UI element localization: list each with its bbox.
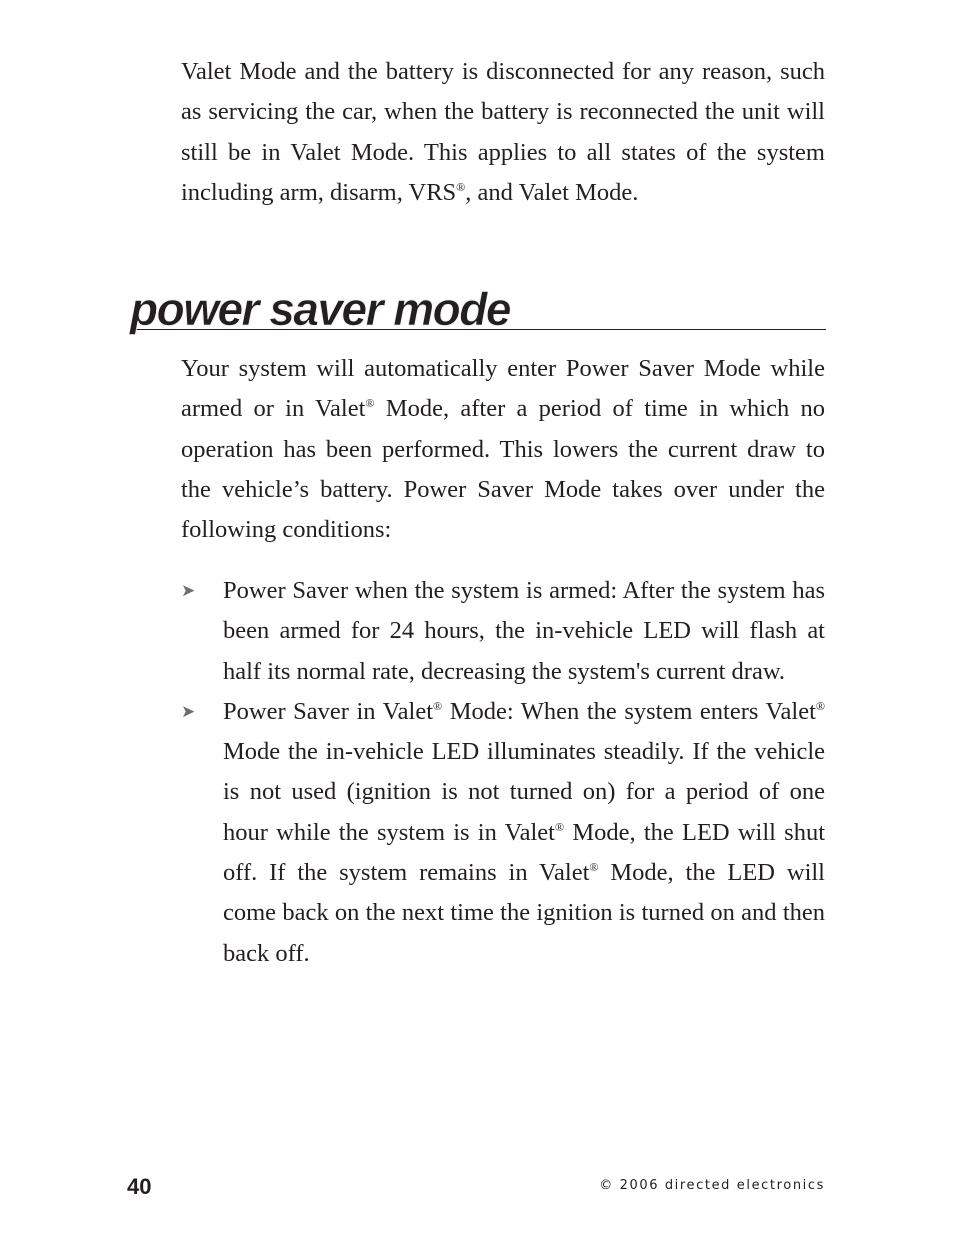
arrow-bullet-icon: ➤ <box>181 581 196 601</box>
list-item-valet <box>181 692 825 974</box>
list-item-text-2: Mode: When the system enters Valet <box>442 697 816 725</box>
section-heading: power saver mode <box>130 283 510 335</box>
copyright-notice: © 2006 directed electronics <box>599 1178 825 1193</box>
intro-paragraph <box>181 52 825 213</box>
registered-mark: ® <box>815 698 826 713</box>
intro-text-2: , and Valet Mode. <box>465 178 639 206</box>
list-item-armed <box>181 571 825 692</box>
registered-mark: ® <box>433 698 443 713</box>
list-item-text-5: Mode, the LED will come back on the next time the ignition is turned on and then back off. <box>223 859 825 967</box>
conditions-list <box>181 571 825 974</box>
page-number: 40 <box>127 1174 152 1199</box>
registered-mark: ® <box>554 819 565 834</box>
list-item-text-3: Mode the in-vehicle LED illuminates steadily. If the vehicle is not used (ignition is not turned on) for a period of one hour while the system is in Valet <box>223 738 825 846</box>
list-item-text-1: Power Saver in Valet <box>223 697 434 725</box>
intro-text-1: Valet Mode and the battery is disconnected for any reason, such as servicing the car, when the battery is reconnected the unit will still be in Valet Mode. This applies to all states of the system including arm, disarm, VRS <box>181 58 825 206</box>
registered-mark: ® <box>589 860 599 875</box>
arrow-bullet-icon: ➤ <box>181 701 196 722</box>
list-item-text: Power Saver when the system is armed: After the system has been armed for 24 hours, the in-vehicle LED will flash at half its normal rate, decreasing the system's current draw. <box>223 577 825 685</box>
power-saver-paragraph <box>181 349 825 550</box>
list-item-text-4: Mode, the LED will shut off. If the system remains in Valet <box>223 818 826 887</box>
section-heading-rule <box>130 283 826 335</box>
paragraph-text-2: Mode, after a period of time in which no operation has been performed. This lowers the current draw to the vehicle’s battery. Power Saver Mode takes over under the following conditions: <box>181 395 825 544</box>
paragraph-text-1: Your system will automatically enter Power Saver Mode while armed or in Valet <box>181 355 825 423</box>
registered-mark: ® <box>365 396 375 411</box>
registered-mark: ® <box>456 179 466 194</box>
